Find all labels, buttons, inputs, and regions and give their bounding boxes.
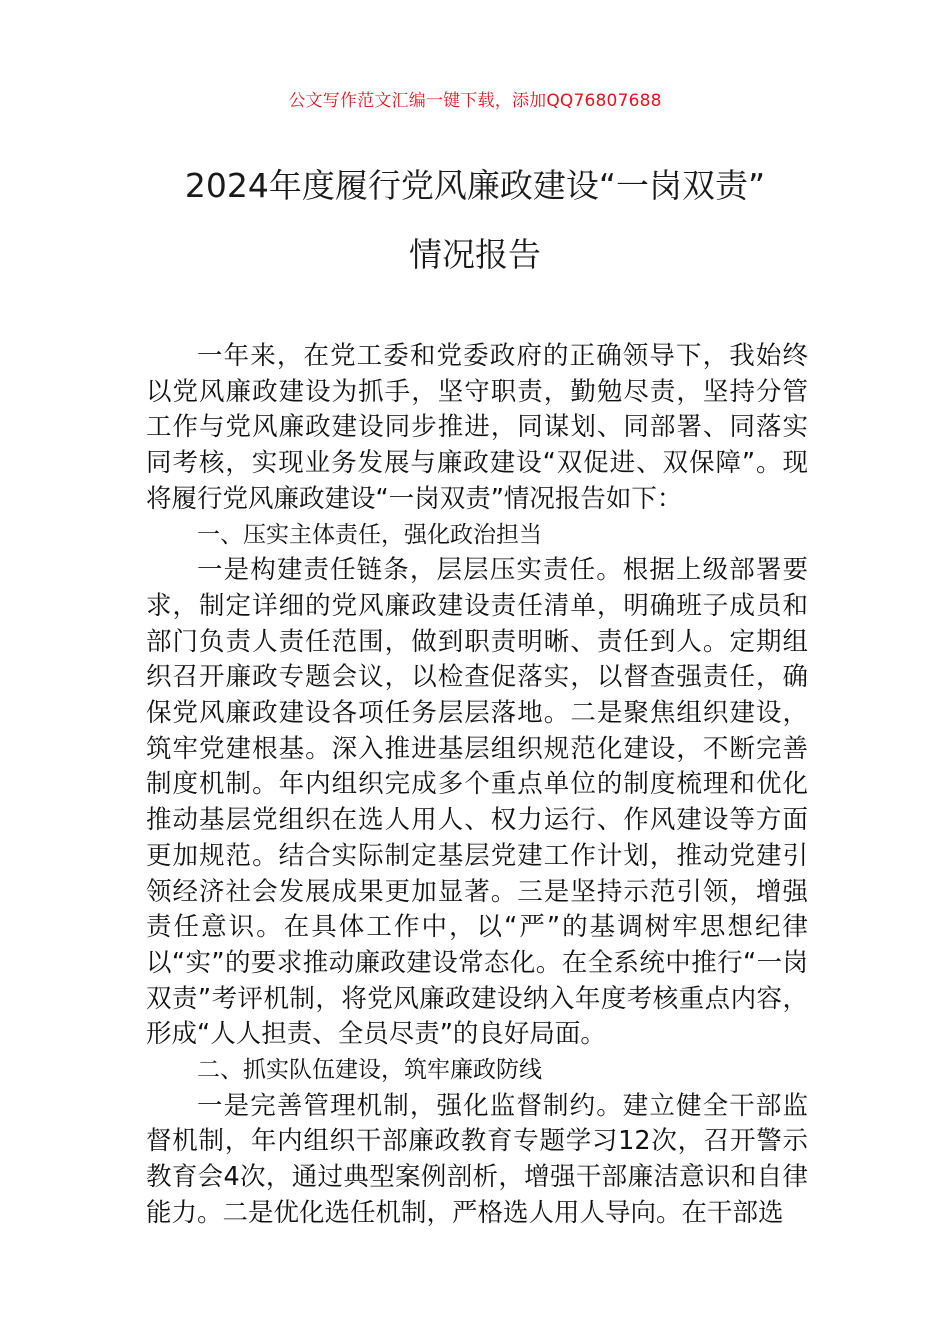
document-title-line-1: 2024年度履行党风廉政建设“一岗双责” [184,166,766,205]
intro-paragraph: 一年来，在党工委和党委政府的正确领导下，我始终以党风廉政建设为抓手，坚守职责，勤勉尽责，坚持分管工作与党风廉政建设同步推进，同谋划、同部署、同落实同考核，实现业务发展与廉政建设“双促进、双保障”。现将履行党风廉政建设“一岗双责”情况报告如下： [146,341,808,514]
document-title-line-2: 情况报告 [409,235,541,274]
download-notice: 公文写作范文汇编一键下载，添加QQ76807688 [288,91,662,111]
section-heading-2: 二、抓实队伍建设，筑牢廉政防线 [197,1057,542,1084]
section-heading-1: 一、压实主体责任，强化政治担当 [197,521,542,548]
section-2-paragraph: 一是完善管理机制，强化监督制约。建立健全干部监督机制，年内组织干部廉政教育专题学习12次，召开警示教育会4次，通过典型案例剖析，增强干部廉洁意识和自律能力。二是优化选任机制，严格选人用人导向。在干部选 [146,1090,808,1228]
document-body [146,339,808,1232]
section-1-paragraph: 一是构建责任链条，层层压实责任。根据上级部署要求，制定详细的党风廉政建设责任清单，明确班子成员和部门负责人责任范围，做到职责明晰、责任到人。定期组织召开廉政专题会议，以检查促落实，以督查强责任，确保党风廉政建设各项任务层层落地。二是聚焦组织建设，筑牢党建根基。深入推进基层组织规范化建设，不断完善制度机制。年内组织完成多个重点单位的制度梳理和优化推动基层党组织在选人用人、权力运行、作风建设等方面更加规范。结合实际制定基层党建工作计划，推动党建引领经济社会发展成果更加显著。三是坚持示范引领，增强责任意识。在具体工作中，以“严”的基调树牢思想纪律以“实”的要求推动廉政建设常态化。在全系统中推行“一岗双责”考评机制，将党风廉政建设纳入年度考核重点内容，形成“人人担责、全员尽责”的良好局面。 [146,555,808,1050]
